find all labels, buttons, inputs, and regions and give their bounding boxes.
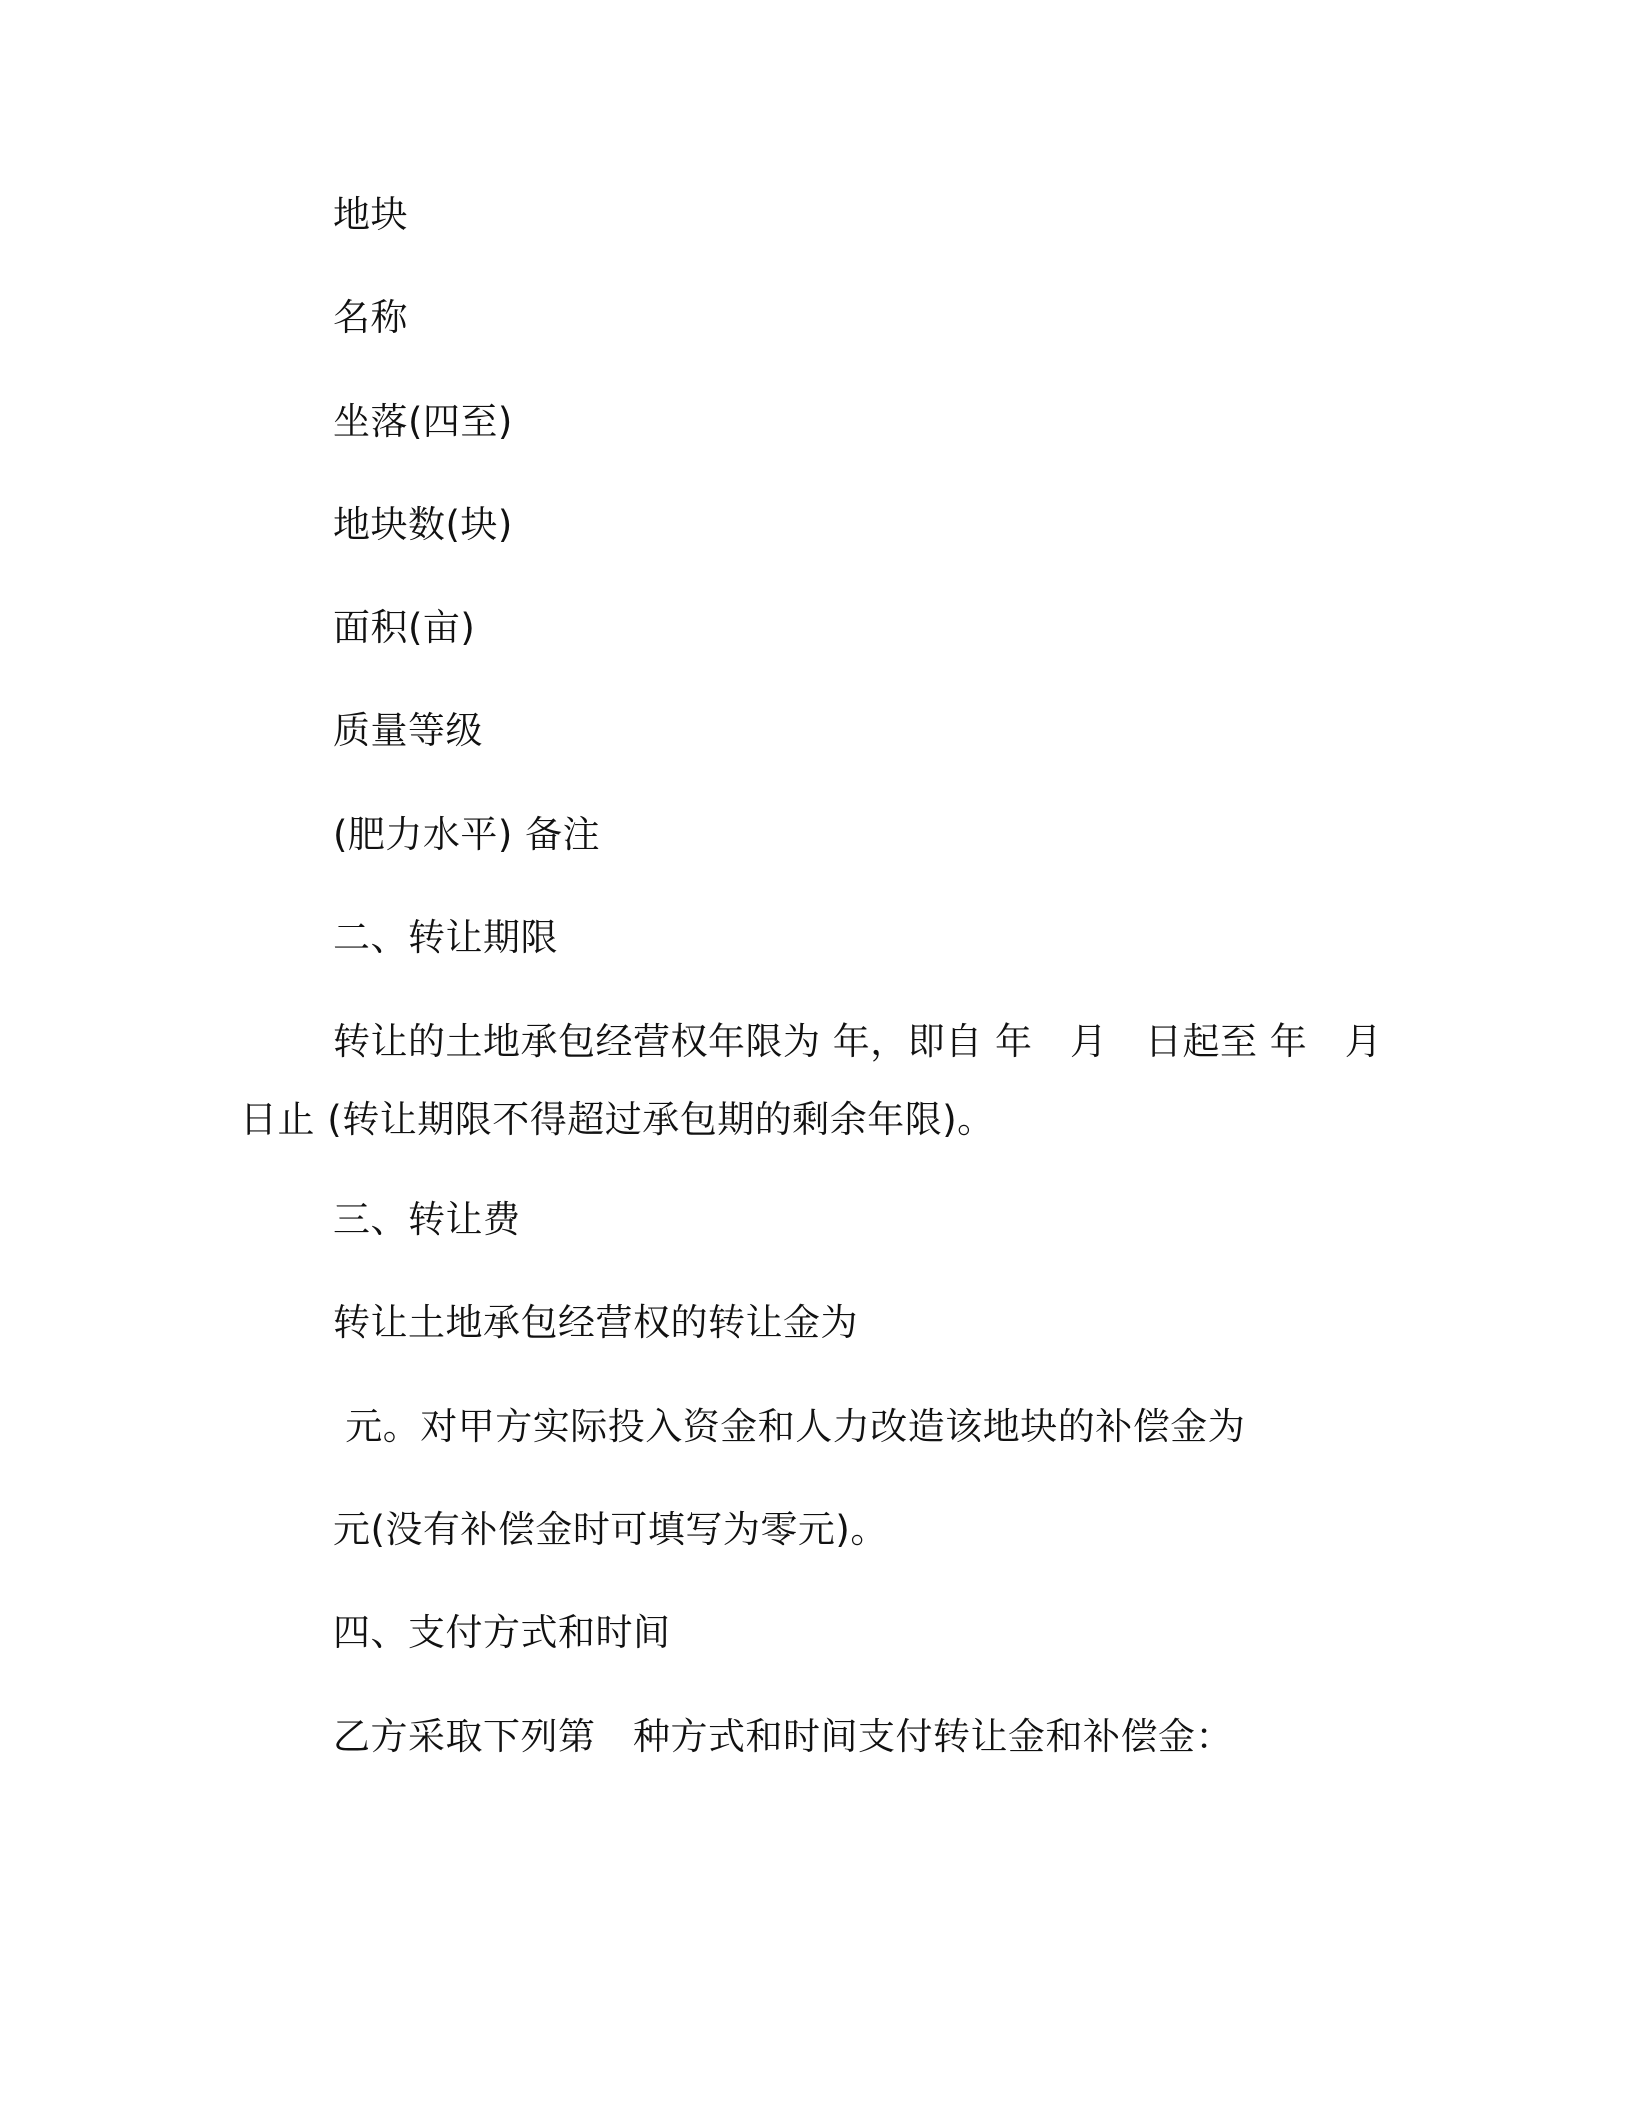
- section-heading-transfer-fee: 三、转让费: [333, 1198, 521, 1241]
- paragraph-payment-line-1: 乙方采取下列第 种方式和时间支付转让金和补偿金：: [333, 1715, 1233, 1758]
- table-field-quality-grade: 质量等级: [333, 709, 483, 752]
- paragraph-transfer-term-line-2: 日止 (转让期限不得超过承包期的剩余年限)。: [240, 1098, 995, 1141]
- table-field-plot-count: 地块数(块): [333, 503, 513, 546]
- paragraph-transfer-fee-line-1: 转让土地承包经营权的转让金为: [333, 1301, 858, 1344]
- table-field-area: 面积(亩): [333, 606, 476, 649]
- section-heading-transfer-term: 二、转让期限: [333, 916, 558, 959]
- table-field-plot: 地块: [333, 193, 408, 236]
- paragraph-transfer-term-line-1: 转让的土地承包经营权年限为 年，即自 年 月 日起至 年 月: [333, 1020, 1383, 1063]
- section-heading-payment: 四、支付方式和时间: [333, 1611, 671, 1654]
- table-field-fertility-remarks: (肥力水平) 备注: [333, 813, 601, 856]
- table-field-name: 名称: [333, 296, 408, 339]
- paragraph-transfer-fee-line-2: 元。对甲方实际投入资金和人力改造该地块的补偿金为: [333, 1405, 1246, 1448]
- table-field-location: 坐落(四至): [333, 400, 513, 443]
- paragraph-transfer-fee-line-3: 元(没有补偿金时可填写为零元)。: [333, 1508, 888, 1551]
